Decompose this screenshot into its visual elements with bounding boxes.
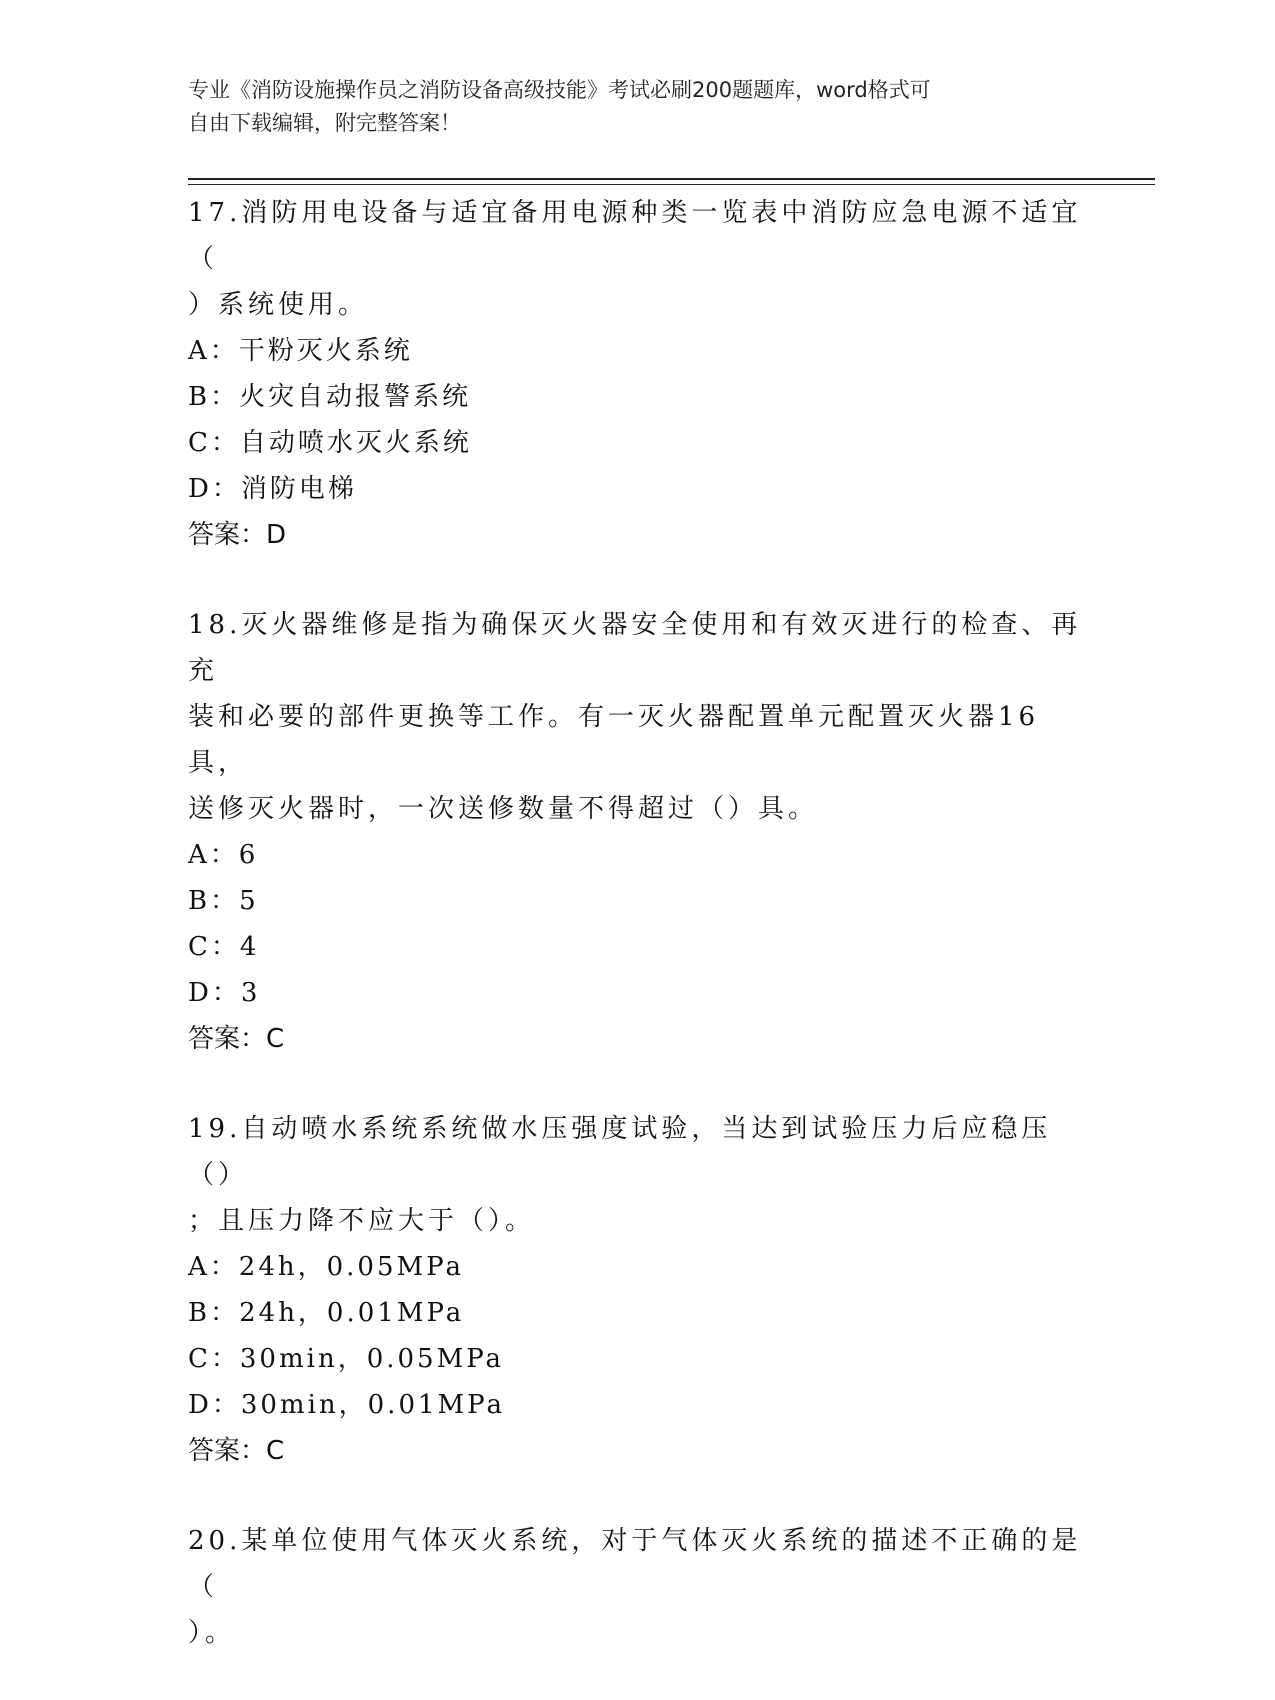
question-18 [188,602,1088,1062]
option-c: C：30min，0.05MPa [188,1344,505,1374]
header-divider-thick [188,178,1155,180]
header-line-2: 自由下载编辑，附完整答案！ [188,111,461,135]
answer: 答案：C [188,1436,285,1466]
question-text-line: ）。 [188,1618,236,1648]
question-text-line: 送修灭火器时，一次送修数量不得超过（）具。 [188,794,819,824]
question-20 [188,1518,1088,1656]
question-19 [188,1106,1088,1474]
question-17 [188,190,1088,558]
question-text-line: 装和必要的部件更换等工作。有一灭火器配置单元配置灭火器16具， [188,702,1040,778]
option-a: A：干粉灭火系统 [188,336,413,366]
answer: 答案：C [188,1024,285,1054]
question-text-line: 20.某单位使用气体灭火系统，对于气体灭火系统的描述不正确的是（ [188,1526,1082,1602]
document-header [188,74,1088,140]
question-text-line: ；且压力降不应大于（）。 [188,1206,536,1236]
header-divider-thin [188,184,1155,185]
option-b: B：24h，0.01MPa [188,1298,465,1328]
option-b: B：5 [188,886,259,916]
option-c: C：自动喷水灭火系统 [188,428,472,458]
header-line-1: 专业《消防设施操作员之消防设备高级技能》考试必刷200题题库，word格式可 [188,78,931,102]
question-list [188,190,1088,1700]
option-b: B：火灾自动报警系统 [188,382,472,412]
option-a: A：6 [188,840,259,870]
question-text-line: ）系统使用。 [188,290,369,320]
option-c: C：4 [188,932,260,962]
option-d: D：消防电梯 [188,474,357,504]
answer: 答案：D [188,520,287,550]
option-a: A：24h，0.05MPa [188,1252,464,1282]
option-d: D：3 [188,978,261,1008]
question-text-line: 19.自动喷水系统系统做水压强度试验，当达到试验压力后应稳压（） [188,1114,1052,1190]
option-d: D：30min，0.01MPa [188,1390,505,1420]
question-text-line: 17.消防用电设备与适宜备用电源种类一览表中消防应急电源不适宜（ [188,198,1082,274]
question-text-line: 18.灭火器维修是指为确保灭火器安全使用和有效灭进行的检查、再充 [188,610,1082,686]
